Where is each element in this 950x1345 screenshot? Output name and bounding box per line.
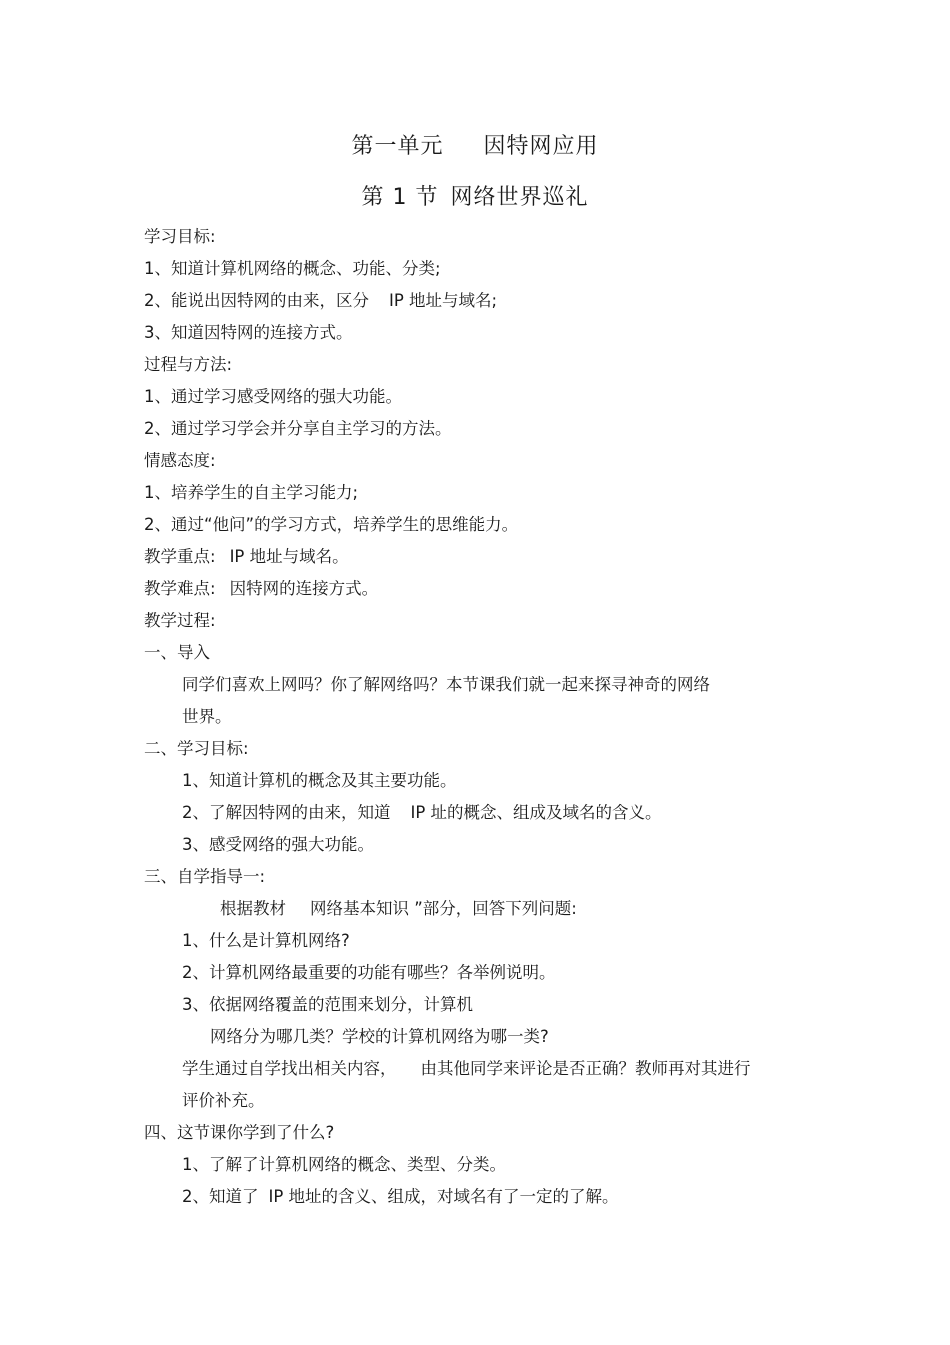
difficulty-value: 因特网的连接方式。 — [229, 579, 379, 598]
difficulty-label: 教学难点: — [144, 579, 216, 598]
key-point — [144, 547, 349, 567]
goal-item: 3、感受网络的强大功能。 — [182, 835, 374, 854]
process-heading: 教学过程: — [144, 611, 216, 630]
key-point-label: 教学重点: — [144, 547, 216, 566]
summary-item: 1、了解了计算机网络的概念、类型、分类。 — [182, 1155, 506, 1174]
objective-item: 3、知道因特网的连接方式。 — [144, 323, 353, 342]
difficulty — [144, 579, 378, 599]
question-item: 2、计算机网络最重要的功能有哪些？各举例说明。 — [182, 963, 556, 982]
objective-item: 2、能说出因特网的由来，区分 IP 地址与域名; — [144, 291, 498, 310]
section-name: 网络世界巡礼 — [450, 185, 589, 210]
unit-name: 因特网应用 — [483, 134, 599, 159]
section-number: 第 1 节 — [361, 185, 439, 210]
goals-heading: 二、学习目标: — [144, 739, 249, 758]
key-point-value: IP 地址与域名。 — [229, 547, 349, 566]
question-item: 3、依据网络覆盖的范围来划分，计算机 — [182, 995, 473, 1014]
process-method-item: 2、通过学习学会并分享自主学习的方法。 — [144, 419, 452, 438]
attitude-heading: 情感态度: — [144, 451, 216, 470]
summary-item: 2、知道了 IP 地址的含义、组成，对域名有了一定的了解。 — [182, 1187, 619, 1206]
goal-item: 1、知道计算机的概念及其主要功能。 — [182, 771, 457, 790]
self-study-heading: 三、自学指导一: — [144, 867, 266, 886]
question-item: 网络分为哪几类？学校的计算机网络为哪一类? — [210, 1027, 549, 1046]
intro-heading: 一、导入 — [144, 643, 210, 662]
self-study-instruction: 根据教材 网络基本知识 ”部分，回答下列问题: — [220, 899, 577, 918]
section-title — [0, 180, 950, 211]
question-item: 1、什么是计算机网络? — [182, 931, 350, 950]
intro-text: 世界。 — [182, 707, 232, 726]
self-study-note: 评价补充。 — [182, 1091, 265, 1110]
unit-title — [0, 129, 950, 160]
attitude-item: 1、培养学生的自主学习能力; — [144, 483, 359, 502]
process-method-heading: 过程与方法: — [144, 355, 233, 374]
objective-item: 1、知道计算机网络的概念、功能、分类; — [144, 259, 441, 278]
attitude-item: 2、通过“他问”的学习方式，培养学生的思维能力。 — [144, 515, 519, 534]
self-study-note: 学生通过自学找出相关内容， 由其他同学来评论是否正确？教师再对其进行 — [182, 1059, 751, 1078]
unit-label: 第一单元 — [351, 134, 444, 159]
summary-heading: 四、这节课你学到了什么? — [144, 1123, 335, 1142]
process-method-item: 1、通过学习感受网络的强大功能。 — [144, 387, 402, 406]
intro-text: 同学们喜欢上网吗？你了解网络吗？本节课我们就一起来探寻神奇的网络 — [182, 675, 710, 694]
objectives-heading: 学习目标: — [144, 227, 216, 246]
goal-item: 2、了解因特网的由来，知道 IP 址的概念、组成及域名的含义。 — [182, 803, 662, 822]
